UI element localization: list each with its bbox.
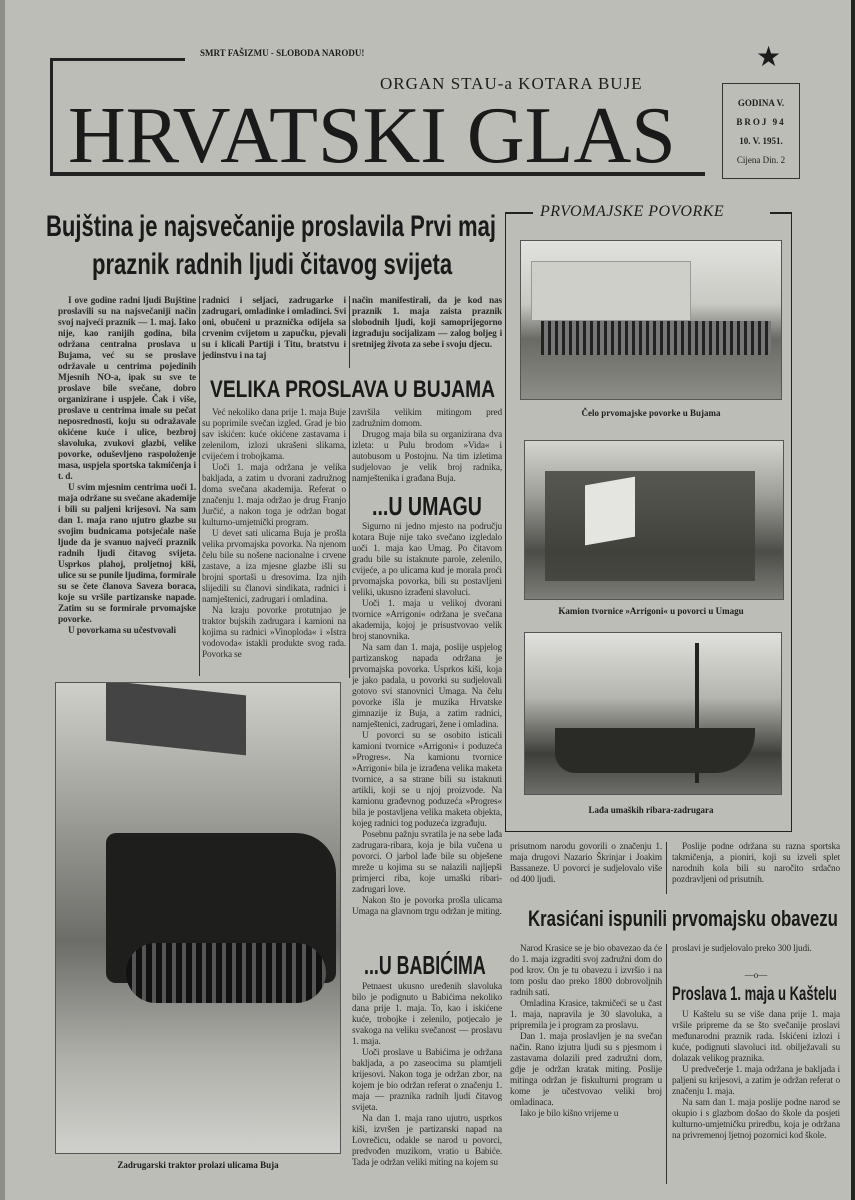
paragraph: Na dan 1. maja rano ujutro, usprkos kiši, izvršen je partizanski napad na Lovrečicu, odakle se narod u povorci, predvođen muzikom, vratio u Babiće. Tada je održan veliki miting na kojem su [352, 1114, 502, 1168]
buje-column-1 [202, 408, 346, 678]
photo-tractor [55, 682, 341, 1154]
newspaper-title: HRVATSKI GLAS [68, 92, 676, 180]
issue-number: BROJ 94 [736, 117, 786, 127]
kastel-headline: Proslava 1. maja u Kaštelu [672, 984, 837, 1005]
photo-box-rule-right [770, 212, 792, 214]
column-rule [199, 296, 200, 676]
lead-headline-line2: praznik radnih ljudi čitavog svijeta [92, 248, 453, 281]
lead-column-2 [202, 296, 346, 372]
column-rule [349, 408, 350, 678]
year: GODINA V. [737, 98, 785, 108]
paragraph: način manifestirali, da je kod nas praznik 1. maja zaista praznik slobodnih ljudi, koji samoprijegorno izgrađuju socijalizam — zalog boljeg i sretnijeg života za sebe i svoju djecu. [352, 296, 502, 350]
photo-box-rule-left [505, 212, 533, 214]
lead-headline-line1: Bujština je najsvečanije proslavila Prvi maj [46, 210, 496, 243]
paragraph: Nakon što je povorka prošla ulicama Umaga na glavnom trgu održan je miting. [352, 896, 502, 917]
paragraph: Već nekoliko dana prije 1. maja Buje su poprimile svečan izgled. Grad je bio sav iskićen: kuće okićene zastavama i zelenilom, izlozi ukrašeni slikama, cvijećem i trobojkama. [202, 408, 346, 462]
lead-column-3 [352, 296, 502, 372]
photo-truck-arrigoni [524, 440, 784, 600]
krasica-headline: Krasićani ispunili prvomajsku obavezu [528, 906, 838, 931]
babici-continued-1 [510, 842, 662, 902]
paragraph: Dan 1. maja proslavljen je na svečan način. Rano izjutra ljudi su s pjesmom i zastavama dolazili pred zadružni dom, gdje je održan kratak miting. Poslije mitinga održan je fiskulturni program u kome je učestvovao veliki broj omladinaca. [510, 1032, 662, 1108]
issue-box [722, 83, 800, 179]
paragraph: U predvečerje 1. maja održana je bakljada i paljeni su krijesovi, a zatim je održan referat o značenju 1. maja. [672, 1065, 840, 1097]
babici-article [352, 982, 502, 1196]
paragraph: U svim mjesnim centrima uoči 1. maja održane su svečane akademije i bili su paljeni krijesovi. Na sam dan 1. maja rano ujutro glazbe su svojim budnicama potsjećale naše ljude da je svanuo najveći praznik radnih ljudi čitavog svijeta. Usprkos plahoj, proljetnoj kiši, ulice su se punile ljudima, formirale su se čete članova Saveza boraca, koje su vršile partizanske napade. Zatim su se formirale prvomajske povorke. [58, 483, 196, 625]
tractor-track [126, 943, 326, 1003]
photo-caption: Kamion tvornice »Arrigoni« u povorci u Umagu [558, 606, 744, 616]
paragraph: U devet sati ulicama Buja je prošla velika prvomajska povorka. Na njenom čelu bile su nošene nacionalne i crvene zastave, a iza mjesne glazbe išli su brojni sportaši u dresovima. Iza njih slijedili su članovi sindikata, radnici i namještenici, zadrugari i omladina. [202, 529, 346, 605]
paragraph: Uoči 1. maja u velikoj dvorani tvornice »Arrigoni« održana je svečana akademija, kojoj je prisustvovao velik broj stanovnika. [352, 599, 502, 642]
babici-continued-2 [672, 842, 840, 902]
krasica-continued [672, 944, 840, 968]
issue-date: 10. V. 1951. [739, 136, 783, 146]
paragraph: Uoči 1. maja održana je velika bakljada, a zatim u dvorani zadružnog doma svečana akademija. Referat o značenju 1. maja održao je drug Franjo Jurčić, a nakon toga je održan bogat kulturno-umjetnički program. [202, 463, 346, 528]
lead-column-1 [58, 296, 196, 678]
flag [106, 682, 246, 755]
umag-headline: ...U UMAGU [372, 491, 482, 521]
price: Cijena Din. 2 [736, 155, 786, 165]
paragraph: U Kaštelu su se više dana prije 1. maja vršile pripreme da se što svečanije proslavi međunarodni praznik rada. Iskićeni izlozi i kuće, podignuti slavoluci itd. obilježavali su dolazak velikog praznika. [672, 1010, 840, 1064]
paragraph: prisutnom narodu govorili o značenju 1. maja drugovi Nazario Škrinjar i Joakim Bassaneze. U povorci je sudjelovalo više od 400 ljudi. [510, 842, 662, 885]
paragraph: završila velikim mitingom pred zadružnim domom. [352, 408, 502, 429]
building [531, 261, 691, 321]
page-edge [851, 0, 855, 1200]
paragraph: U povorkama su učestvovali [68, 626, 176, 636]
masthead-rule [50, 58, 185, 61]
boat [555, 728, 755, 773]
paragraph: Na sam dan 1. maja, poslije uspjelog partizanskog napada održana je prvomajska povorka. Usprkos kiši, koja je jako padala, u povorki su sudjelovali gotovo svi stanovnici Umaga. Na čelu povorke išla je muzika Hrvatske gimnazije iz Buja, a zatim radnici, namještenici, zadrugari, žene i omladina. [352, 643, 502, 730]
buje-column-2 [352, 408, 502, 490]
masthead [50, 40, 850, 180]
paragraph: U povorci su se osobito isticali kamioni tvornice »Arrigoni« i poduzeća »Progres«. Na kamionu tvornice »Arrigoni« bila je izrađena velika maketa tvornice, a sa strane bili su istaknuti artikli, koji se u njoj proizvode. Na kamionu građevnog poduzeća »Progres« bila je postavljena velika maketa objekta, kojeg radnici tog poduzeća izgrađuju. [352, 731, 502, 829]
babici-headline: ...U BABIĆIMA [364, 950, 486, 980]
slogan: SMRT FAŠIZMU - SLOBODA NARODU! [200, 48, 365, 58]
paragraph: Iako je bilo kišno vrijeme u [520, 1109, 619, 1119]
paragraph: Sigurno ni jedno mjesto na području kotara Buje nije tako svečano izgledalo uoči 1. maja kao Umag. Po čitavom gradu bile su istaknute parole, zelenilo, cvijeće, a po ulicama kud je morala proći prvomajska povorka, bili su postavljeni veliki, ukusno izrađeni slavoluci. [352, 522, 502, 598]
paragraph: proslavi je sudjelovalo preko 300 ljudi. [672, 944, 812, 954]
buje-headline: VELIKA PROSLAVA U BUJAMA [210, 376, 496, 403]
umag-article [352, 522, 502, 948]
marchers [541, 321, 771, 355]
paragraph: Uoči proslave u Babićima je održana bakljada, a po zaseocima su plamtjeli krijesovi. Nakon toga je održan zbor, na kojem je bio održan referat o značenju 1. maja — praznika radnih ljudi čitavog svijeta. [352, 1048, 502, 1113]
kastel-article [672, 1010, 840, 1190]
organ-subtitle: ORGAN STAU-a KOTARA BUJE [380, 74, 643, 93]
paragraph: Petnaest ukusno uređenih slavoluka bilo je podignuto u Babićima nekoliko dana prije 1. maja. To, kao i iskićene kuće, trobojke i zelenilo, potjecalo je svakoga na veliku svečanost — proslavu 1. maja. [352, 982, 502, 1047]
photo-parade-head [520, 240, 782, 400]
paragraph: Na kraju povorke protutnjao je traktor bujskih zadrugara i kamioni na kojima su radnici »Vinoploda« i »Istra vodovoda« istakli produkte svog rada. Povorka se [202, 606, 346, 660]
paragraph: Poslije podne održana su razna sportska takmičenja, a pioniri, koji su izveli splet narodnih kola bili su naročito srdačno pozdravljeni od prisutnih. [672, 842, 840, 885]
paragraph: radnici i seljaci, zadrugarke i zadrugari, omladinke i omladinci. Svi oni, obučeni u praznička odijela sa crvenim cvijetom u zapučku, pjevali su i klicali Partiji i Titu, bratstvu i jedinstvu i na taj [202, 296, 346, 361]
photo-caption: Zadrugarski traktor prolazi ulicama Buja [117, 1160, 279, 1170]
photo-fishermen-boat [524, 632, 782, 795]
krasica-article [510, 944, 662, 1188]
paragraph: Posebnu pažnju svratila je na sebe lađa zadrugara-ribara, koja je bila vučena u povorci. O jarbol lađe bile su obješene mreže u kojima su se nalazili najljepši primjerci riba, koje umaški ribari-zadrugari love. [352, 830, 502, 895]
photo-box-title: PRVOMAJSKE POVORKE [540, 203, 725, 220]
paragraph: Drugog maja bila su organizirana dva izleta: u Pulu brodom »Vida« i autobusom u Postojnu. Na tim izletima sudjelovao je velik broj radnika, namještenika i građana Buja. [352, 430, 502, 484]
paragraph: Na sam dan 1. maja poslije podne narod se okupio i s glazbom došao do škole da posjeti kulturno-umjetničku priredbu, koja je održana na privremenoj ljetnoj pozornici kod škole. [672, 1098, 840, 1141]
star-icon: ★ [756, 42, 782, 73]
page-edge [0, 0, 5, 1200]
photo-caption: Čelo prvomajske povorke u Bujama [581, 408, 721, 418]
flag [585, 477, 635, 546]
column-rule [349, 296, 350, 368]
paragraph: Narod Krasice se je bio obavezao da će do 1. maja izgraditi svoj zadružni dom do pod krov. On je tu obavezu i izvršio i na tom poslu dao preko 1800 dobrovoljnih radnih sati. [510, 944, 662, 998]
photo-caption: Lađa umaških ribara-zadrugara [588, 805, 714, 815]
paragraph: Omladina Krasice, takmičeći se u čast 1. maja, napravila je 30 slavoluka, a pripremila je i program za proslavu. [510, 999, 662, 1031]
truck [545, 471, 755, 581]
column-rule [666, 842, 667, 894]
paragraph: I ove godine radni ljudi Bujštine proslavili su na najsvečaniji način svoj najveći praznik — 1. maj. Iako nije, kao ranijih godina, bila održana centralna proslava u Bujama, već su se proslave održavale u centrima pojedinih Mjesnih NO-a, ipak su sve te proslave bile svečane, dobro organizirane i uspjele. Čak i više, proslave u centrima imale su pečat neposrednosti, koju su odražavale okićene kuće i ulice, bezbroj slavoluka, zvukovi glazbi, velike povorke, oduševljeno raspoloženje masa, uspjela sportska takmičenja i t. d. [58, 296, 196, 482]
separator: —o— [744, 970, 768, 980]
column-rule [666, 944, 667, 1184]
